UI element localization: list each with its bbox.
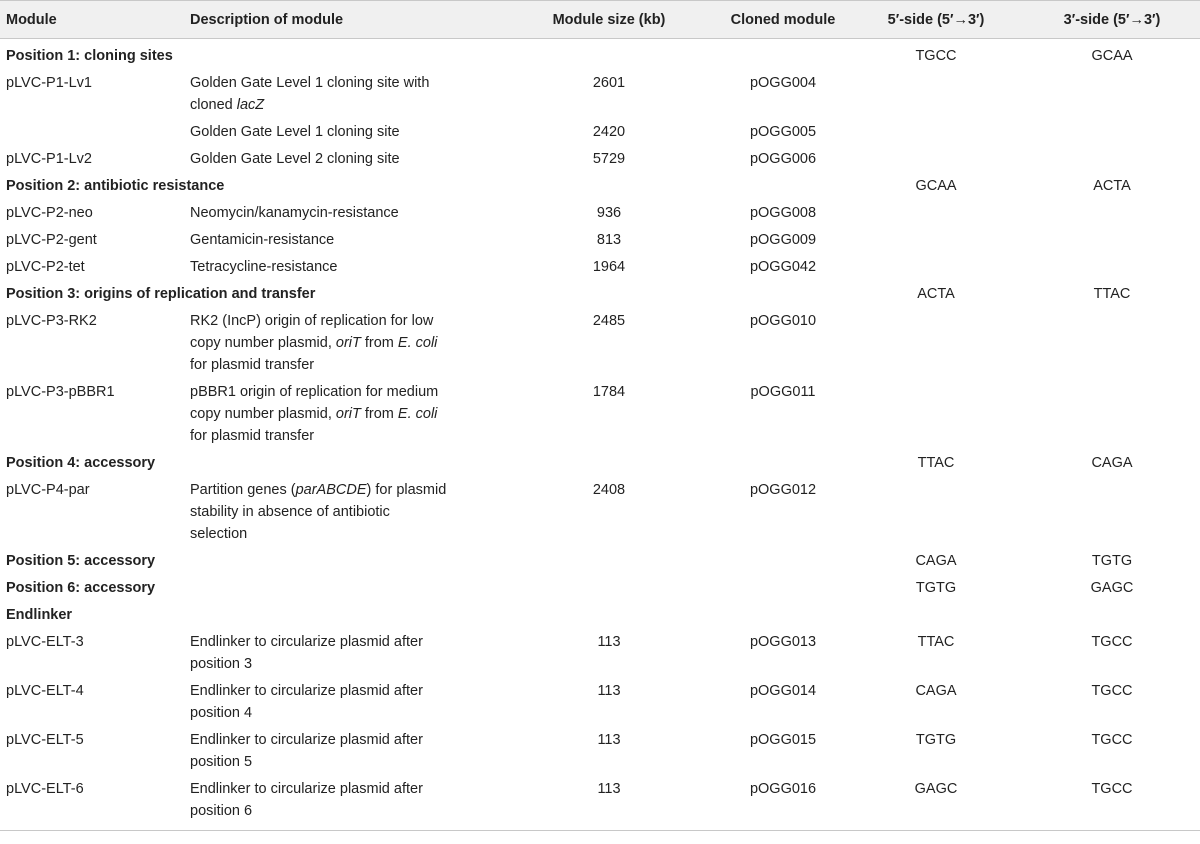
cloned-cell: pOGG004: [749, 75, 817, 91]
header-three-side: 3′-side (5′→3′): [1024, 1, 1200, 39]
three-side-cell: GCAA: [1091, 48, 1133, 64]
header-description: Description of module: [182, 1, 500, 39]
cloned-cell: pOGG010: [749, 313, 817, 329]
module-cell: pLVC-ELT-5: [6, 732, 84, 748]
three-side-cell: [1024, 117, 1200, 144]
three-side-cell: [1024, 198, 1200, 225]
description-cell: [182, 377, 500, 448]
five-side-cell: GAGC: [848, 774, 1024, 831]
three-side-cell: [1024, 225, 1200, 252]
description-line: [190, 479, 494, 501]
section-row-position-2: [0, 171, 1200, 198]
description-line: Endlinker to circularize plasmid after: [190, 781, 423, 797]
description-line: Endlinker to circularize plasmid after: [190, 634, 423, 650]
three-side-cell: [1024, 475, 1200, 546]
five-side-cell: TTAC: [917, 455, 955, 471]
five-side-cell: [848, 306, 1024, 377]
size-cell: 1964: [592, 259, 626, 275]
table-row: [0, 774, 1200, 831]
section-title: Endlinker: [6, 607, 73, 623]
module-cell: pLVC-P1-Lv1: [6, 75, 92, 91]
three-side-cell: CAGA: [1091, 455, 1133, 471]
five-side-cell: [848, 225, 1024, 252]
description-line: Endlinker to circularize plasmid after: [190, 683, 423, 699]
three-side-cell: TTAC: [1093, 286, 1131, 302]
three-side-cell: TGCC: [1091, 732, 1133, 748]
description-cell: [182, 306, 500, 377]
description-line: stability in absence of antibiotic: [190, 504, 390, 520]
three-side-cell: TGCC: [1024, 774, 1200, 831]
section-row-position-5: [0, 546, 1200, 573]
five-side-cell: GCAA: [915, 178, 957, 194]
cloned-cell: pOGG009: [749, 232, 817, 248]
description-text: cloned: [190, 97, 237, 113]
size-cell: 1784: [592, 384, 626, 400]
size-cell: 5729: [592, 151, 626, 167]
size-cell: 936: [596, 205, 622, 221]
five-side-cell: [848, 68, 1024, 117]
size-cell: 2420: [592, 124, 626, 140]
description-line: [190, 403, 494, 425]
description-line: pBBR1 origin of replication for medium: [190, 384, 439, 400]
section-title: Position 4: accessory: [6, 455, 156, 471]
module-cell: pLVC-P3-pBBR1: [6, 384, 115, 400]
five-side-cell: [848, 252, 1024, 279]
section-row-position-4: [0, 448, 1200, 475]
cloned-cell: pOGG042: [749, 259, 817, 275]
gene-name: lacZ: [236, 97, 265, 113]
size-cell: 2408: [592, 482, 626, 498]
cloned-cell: pOGG016: [718, 774, 848, 831]
gene-name: oriT: [335, 335, 361, 351]
description-cell: [182, 627, 500, 676]
table-row: [0, 144, 1200, 171]
section-row-position-6: [0, 573, 1200, 600]
cloned-cell: pOGG012: [749, 482, 817, 498]
five-side-cell: [848, 198, 1024, 225]
three-side-cell: TGCC: [1091, 634, 1133, 650]
description-cell: Neomycin/kanamycin-resistance: [190, 205, 399, 221]
cloned-cell: pOGG015: [749, 732, 817, 748]
five-side-cell: TTAC: [917, 634, 955, 650]
three-side-cell: TGTG: [1091, 553, 1133, 569]
three-side-cell: [1024, 68, 1200, 117]
table-row: [0, 676, 1200, 725]
module-cell: pLVC-P2-tet: [6, 259, 85, 275]
header-size: Module size (kb): [500, 1, 718, 39]
section-row-position-3: [0, 279, 1200, 306]
five-side-cell: TGTG: [915, 732, 957, 748]
module-cell: pLVC-ELT-3: [6, 634, 84, 650]
five-side-cell: [848, 377, 1024, 448]
section-title: Position 6: accessory: [6, 580, 156, 596]
cloned-cell: pOGG006: [749, 151, 817, 167]
cloned-cell: pOGG008: [749, 205, 817, 221]
section-title: Position 2: antibiotic resistance: [6, 178, 225, 194]
description-text: Partition genes (: [190, 482, 296, 498]
header-row: [0, 1, 1200, 39]
description-cell: Golden Gate Level 1 cloning site: [190, 124, 400, 140]
description-line: position 5: [190, 754, 253, 770]
five-side-cell: CAGA: [915, 683, 957, 699]
description-line: position 6: [190, 803, 253, 819]
description-line: for plasmid transfer: [190, 428, 315, 444]
description-line: RK2 (IncP) origin of replication for low: [190, 313, 434, 329]
table-row: [0, 725, 1200, 774]
module-cell: pLVC-P2-neo: [6, 205, 93, 221]
three-side-cell: ACTA: [1093, 178, 1131, 194]
description-cell: Gentamicin-resistance: [190, 232, 335, 248]
species-name: E. coli: [397, 406, 438, 422]
three-side-cell: [1024, 377, 1200, 448]
section-title: Position 1: cloning sites: [6, 48, 173, 64]
table-row: [0, 475, 1200, 546]
size-cell: 2601: [592, 75, 626, 91]
section-title: Position 3: origins of replication and transfer: [6, 286, 316, 302]
description-line: Endlinker to circularize plasmid after: [190, 732, 423, 748]
three-side-cell: TGCC: [1091, 683, 1133, 699]
three-side-cell: GAGC: [1090, 580, 1134, 596]
description-text: copy number plasmid,: [190, 406, 336, 422]
table-row: [0, 306, 1200, 377]
table-row: [0, 117, 1200, 144]
table-row: [0, 252, 1200, 279]
three-side-cell: [1024, 252, 1200, 279]
module-cell: pLVC-P4-par: [6, 482, 90, 498]
size-cell: 113: [597, 683, 621, 699]
description-cell: Golden Gate Level 2 cloning site: [190, 151, 400, 167]
section-row-endlinker: [0, 600, 1200, 627]
module-cell: pLVC-P3-RK2: [6, 313, 97, 329]
table-row: [0, 377, 1200, 448]
header-cloned: Cloned module: [718, 1, 848, 39]
description-cell: [182, 774, 500, 831]
description-text: from: [360, 406, 398, 422]
species-name: E. coli: [397, 335, 438, 351]
size-cell: 113: [500, 774, 718, 831]
description-text: copy number plasmid,: [190, 335, 336, 351]
description-line: position 4: [190, 705, 253, 721]
table-row: [0, 68, 1200, 117]
three-side-cell: [1024, 144, 1200, 171]
five-side-cell: [848, 117, 1024, 144]
size-cell: 813: [596, 232, 622, 248]
five-side-cell: ACTA: [917, 286, 955, 302]
section-title: Position 5: accessory: [6, 553, 156, 569]
description-line: [190, 332, 494, 354]
gene-name: parABCDE: [295, 482, 367, 498]
table-row: [0, 627, 1200, 676]
description-text: ) for plasmid: [366, 482, 447, 498]
five-side-cell: [848, 475, 1024, 546]
header-module: Module: [0, 1, 182, 39]
cloned-cell: pOGG014: [749, 683, 817, 699]
description-line: position 3: [190, 656, 253, 672]
description-text: from: [360, 335, 398, 351]
size-cell: 113: [597, 634, 621, 650]
module-cell: pLVC-ELT-6: [0, 774, 182, 831]
header-five-side: 5′-side (5′→3′): [848, 1, 1024, 39]
cloned-cell: pOGG011: [750, 384, 816, 400]
size-cell: 113: [597, 732, 621, 748]
module-cell: [0, 117, 182, 144]
description-cell: [182, 68, 500, 117]
module-cell: pLVC-P1-Lv2: [6, 151, 92, 167]
description-line: [190, 94, 494, 116]
description-line: Golden Gate Level 1 cloning site with: [190, 75, 430, 91]
three-side-cell: [1024, 306, 1200, 377]
gene-name: oriT: [335, 406, 361, 422]
description-cell: [182, 676, 500, 725]
description-cell: [182, 475, 500, 546]
module-cell: pLVC-P2-gent: [6, 232, 97, 248]
description-line: selection: [190, 526, 248, 542]
table-row: [0, 225, 1200, 252]
five-side-cell: CAGA: [915, 553, 957, 569]
five-side-cell: TGTG: [915, 580, 957, 596]
description-cell: [182, 725, 500, 774]
module-cell: pLVC-ELT-4: [6, 683, 84, 699]
description-line: for plasmid transfer: [190, 357, 315, 373]
section-row-position-1: [0, 39, 1200, 69]
cloned-cell: pOGG005: [749, 124, 817, 140]
size-cell: 2485: [592, 313, 626, 329]
five-side-cell: TGCC: [915, 48, 957, 64]
cloned-cell: pOGG013: [749, 634, 817, 650]
description-cell: Tetracycline-resistance: [190, 259, 338, 275]
five-side-cell: [848, 144, 1024, 171]
table-row: [0, 198, 1200, 225]
